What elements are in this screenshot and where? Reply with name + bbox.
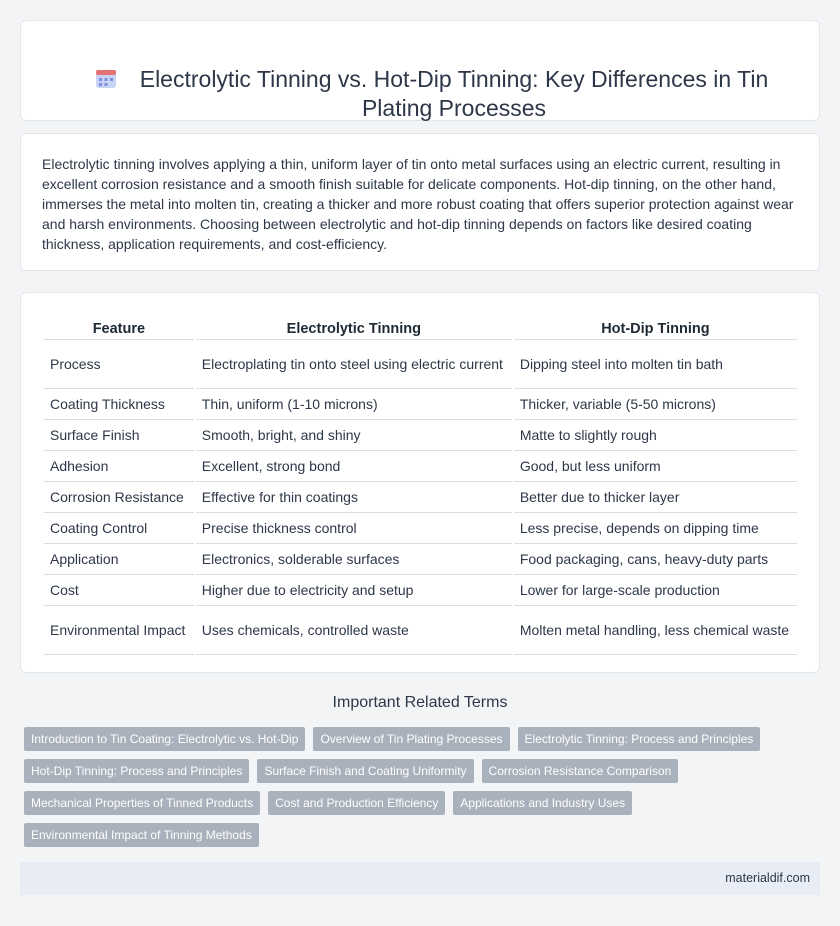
title-card bbox=[20, 20, 820, 121]
related-term-tag[interactable]: Applications and Industry Uses bbox=[453, 791, 632, 815]
related-term-tag[interactable]: Cost and Production Efficiency bbox=[268, 791, 445, 815]
table-cell: Thin, uniform (1-10 microns) bbox=[196, 389, 512, 420]
table-row bbox=[44, 340, 797, 389]
table-cell: Adhesion bbox=[44, 451, 194, 482]
intro-card bbox=[20, 133, 820, 271]
related-term-tag[interactable]: Electrolytic Tinning: Process and Principles bbox=[518, 727, 761, 751]
table-cell: Coating Thickness bbox=[44, 389, 194, 420]
table-cell: Application bbox=[44, 544, 194, 575]
table-cell: Uses chemicals, controlled waste bbox=[196, 606, 512, 655]
comparison-table bbox=[42, 314, 799, 655]
table-cell: Matte to slightly rough bbox=[514, 420, 797, 451]
footer bbox=[20, 862, 820, 895]
header-hot-dip: Hot-Dip Tinning bbox=[514, 314, 797, 340]
related-term-tag[interactable]: Introduction to Tin Coating: Electrolytic vs. Hot-Dip bbox=[24, 727, 305, 751]
calendar-icon bbox=[95, 67, 117, 89]
table-cell: Coating Control bbox=[44, 513, 194, 544]
table-cell: Molten metal handling, less chemical waste bbox=[514, 606, 797, 655]
table-cell: Corrosion Resistance bbox=[44, 482, 194, 513]
related-term-tag[interactable]: Corrosion Resistance Comparison bbox=[482, 759, 679, 783]
table-cell: Dipping steel into molten tin bath bbox=[514, 340, 797, 389]
table-cell: Smooth, bright, and shiny bbox=[196, 420, 512, 451]
table-row bbox=[44, 513, 797, 544]
table-cell: Process bbox=[44, 340, 194, 389]
table-cell: Effective for thin coatings bbox=[196, 482, 512, 513]
header-feature: Feature bbox=[44, 314, 194, 340]
table-row bbox=[44, 544, 797, 575]
comparison-card bbox=[20, 292, 820, 673]
table-cell: Good, but less uniform bbox=[514, 451, 797, 482]
table-cell: Precise thickness control bbox=[196, 513, 512, 544]
table-row bbox=[44, 606, 797, 655]
related-terms-title: Important Related Terms bbox=[332, 694, 508, 711]
related-term-tag[interactable]: Hot-Dip Tinning: Process and Principles bbox=[24, 759, 249, 783]
intro-paragraph: Electrolytic tinning involves applying a thin, uniform layer of tin onto metal surfaces using an electric current, resulting in excellent corrosion resistance and a smooth finish suitable for delicate components. Hot-dip tinning, on the other hand, immerses the metal into molten tin, creating a thicker and more robust coating that offers superior protection against wear and harsh environments. Choosing between electrolytic and hot-dip tinning depends on factors like desired coating thickness, application requirements, and cost-efficiency. bbox=[42, 156, 794, 252]
table-cell: Less precise, depends on dipping time bbox=[514, 513, 797, 544]
related-term-tag[interactable]: Overview of Tin Plating Processes bbox=[313, 727, 509, 751]
table-cell: Higher due to electricity and setup bbox=[196, 575, 512, 606]
table-cell: Environmental Impact bbox=[44, 606, 194, 655]
table-row bbox=[44, 451, 797, 482]
table-cell: Thicker, variable (5-50 microns) bbox=[514, 389, 797, 420]
footer-site-link[interactable]: materialdif.com bbox=[725, 871, 810, 885]
related-terms-list bbox=[24, 727, 804, 855]
table-row bbox=[44, 482, 797, 513]
related-term-tag[interactable]: Surface Finish and Coating Uniformity bbox=[257, 759, 473, 783]
table-cell: Electronics, solderable surfaces bbox=[196, 544, 512, 575]
related-term-tag[interactable]: Mechanical Properties of Tinned Products bbox=[24, 791, 260, 815]
table-cell: Cost bbox=[44, 575, 194, 606]
table-header-row bbox=[44, 314, 797, 340]
table-row bbox=[44, 389, 797, 420]
table-cell: Surface Finish bbox=[44, 420, 194, 451]
table-row bbox=[44, 575, 797, 606]
table-cell: Electroplating tin onto steel using electric current bbox=[196, 340, 512, 389]
table-cell: Food packaging, cans, heavy-duty parts bbox=[514, 544, 797, 575]
table-cell: Excellent, strong bond bbox=[196, 451, 512, 482]
related-term-tag[interactable]: Environmental Impact of Tinning Methods bbox=[24, 823, 259, 847]
header-electrolytic: Electrolytic Tinning bbox=[196, 314, 512, 340]
table-cell: Better due to thicker layer bbox=[514, 482, 797, 513]
page-title: Electrolytic Tinning vs. Hot-Dip Tinning: Key Differences in Tin Plating Processes bbox=[139, 66, 769, 121]
table-row bbox=[44, 420, 797, 451]
table-cell: Lower for large-scale production bbox=[514, 575, 797, 606]
